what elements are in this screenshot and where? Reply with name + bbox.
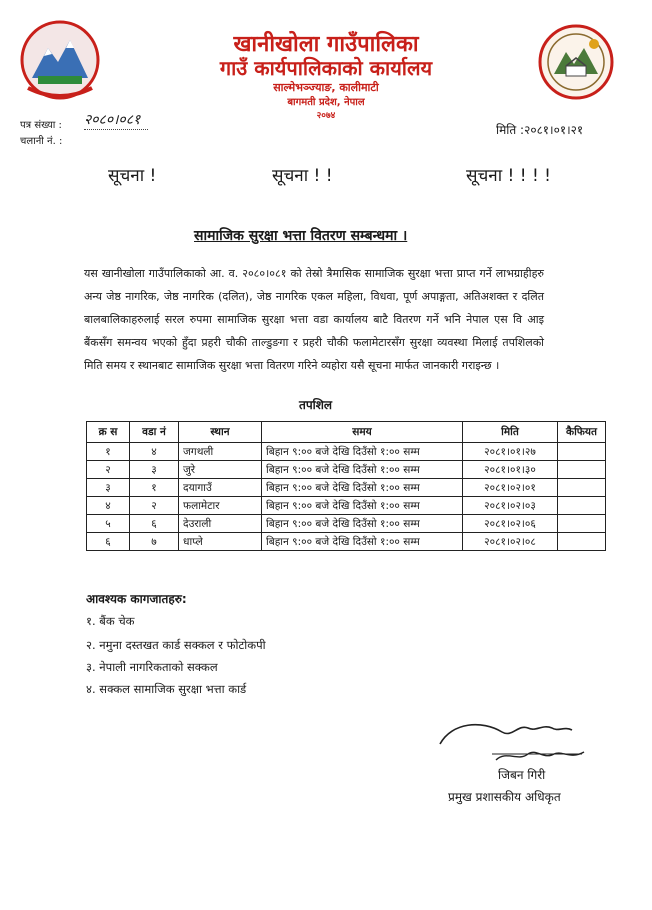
column-header-place: स्थान	[179, 422, 262, 443]
municipality-logo	[536, 22, 616, 102]
notice-heading-3: सूचना ! ! ! !	[466, 166, 551, 186]
document-list-item: ३. नेपाली नागरिकताको सक्कल	[86, 660, 218, 674]
table-row	[87, 497, 606, 515]
office-name: खानीखोला गाउँपालिका	[233, 32, 419, 57]
notice-heading-1: सूचना !	[108, 166, 157, 186]
office-year: २०७४	[316, 111, 336, 121]
cell-remarks	[558, 479, 606, 497]
cell-ward: २	[130, 497, 179, 515]
signatory-name: जिबन गिरी	[498, 768, 546, 782]
table-row	[87, 461, 606, 479]
table-row	[87, 533, 606, 551]
cell-time: बिहान ९:०० बजे देखि दिउँसो १:०० सम्म	[262, 515, 463, 533]
cell-time: बिहान ९:०० बजे देखि दिउँसो १:०० सम्म	[262, 443, 463, 461]
cell-place: दयागाउँ	[179, 479, 262, 497]
cell-ward: १	[130, 479, 179, 497]
distribution-schedule-table	[86, 421, 606, 551]
reference-number-label: पत्र संख्या :	[20, 120, 62, 131]
cell-date: २०८१।०२।०३	[463, 497, 558, 515]
required-documents-heading: आवश्यक कागजातहरु:	[86, 592, 187, 606]
cell-place: जगथली	[179, 443, 262, 461]
notice-body-paragraph: यस खानीखोला गाउँपालिकाको आ. व. २०८०।०८१ को तेस्रो त्रैमासिक सामाजिक सुरक्षा भत्ता प्राप्त गर्ने लाभग्राहीहरु अन्य जेष्ठ नागरिक, जेष्ठ नागरिक (दलित), जेष्ठ नागरिक एकल महिला, विधवा, पूर्ण अपाङ्गता, अतिअशक्त र दलित बालबालिकाहरुलाई सरल रुपमा सामाजिक सुरक्षा भत्ता वडा कार्यालय बाटै वितरण गर्ने भनि नेपाल एस वि आइ बैंकसँग समन्वय भएको हुँदा प्रहरी चौकी ताल्डुङगा र प्रहरी चौकी फलामेटारसँग सुरक्षा व्यवस्था मिलाई तपशिलको मिति समय र स्थानबाट सामाजिक सुरक्षा भत्ता वितरण गरिने व्यहोरा यसै सूचना मार्फत जानकारी गराइन्छ ।	[84, 267, 544, 372]
cell-time: बिहान ९:०० बजे देखि दिउँसो १:०० सम्म	[262, 497, 463, 515]
signatory-title: प्रमुख प्रशासकीय अधिकृत	[448, 790, 561, 804]
dispatch-number-label: चलानी नं. :	[20, 136, 63, 147]
cell-remarks	[558, 443, 606, 461]
cell-date: २०८१।०१।२७	[463, 443, 558, 461]
notice-heading-2: सूचना ! !	[272, 166, 333, 186]
cell-ward: ४	[130, 443, 179, 461]
cell-date: २०८१।०२।०८	[463, 533, 558, 551]
cell-remarks	[558, 497, 606, 515]
letter-date: मिति :२०८१।०१।२१	[496, 123, 584, 137]
cell-ward: ३	[130, 461, 179, 479]
cell-place: धाप्ले	[179, 533, 262, 551]
cell-place: जुरे	[179, 461, 262, 479]
table-row	[87, 443, 606, 461]
office-address: साल्मेभञ्ज्याङ, कालीमाटी	[273, 81, 379, 94]
reference-number-value: २०८०।०८१	[84, 110, 148, 130]
cell-time: बिहान ९:०० बजे देखि दिउँसो १:०० सम्म	[262, 533, 463, 551]
document-list-item: १. बैंक चेक	[86, 614, 135, 628]
cell-remarks	[558, 533, 606, 551]
cell-serial: ५	[87, 515, 130, 533]
cell-remarks	[558, 515, 606, 533]
cell-serial: ४	[87, 497, 130, 515]
cell-place: फलामेटार	[179, 497, 262, 515]
cell-serial: १	[87, 443, 130, 461]
office-subtitle: गाउँ कार्यपालिकाको कार्यालय	[219, 56, 433, 80]
cell-date: २०८१।०१।३०	[463, 461, 558, 479]
cell-place: देउराली	[179, 515, 262, 533]
table-title: तपशिल	[299, 398, 333, 412]
cell-serial: ३	[87, 479, 130, 497]
table-header-row	[87, 422, 606, 443]
cell-date: २०८१।०२।०६	[463, 515, 558, 533]
cell-serial: ६	[87, 533, 130, 551]
table-row	[87, 479, 606, 497]
cell-serial: २	[87, 461, 130, 479]
table-row	[87, 515, 606, 533]
column-header-date: मिति	[463, 422, 558, 443]
cell-ward: ६	[130, 515, 179, 533]
cell-time: बिहान ९:०० बजे देखि दिउँसो १:०० सम्म	[262, 479, 463, 497]
cell-date: २०८१।०२।०१	[463, 479, 558, 497]
column-header-ward: वडा नं	[130, 422, 179, 443]
column-header-time: समय	[262, 422, 463, 443]
subject-heading: सामाजिक सुरक्षा भत्ता वितरण सम्बन्धमा ।	[194, 228, 408, 244]
column-header-serial: क्र स	[87, 422, 130, 443]
office-province: बागमती प्रदेश, नेपाल	[287, 97, 365, 108]
cell-time: बिहान ९:०० बजे देखि दिउँसो १:०० सम्म	[262, 461, 463, 479]
cell-remarks	[558, 461, 606, 479]
cell-ward: ७	[130, 533, 179, 551]
column-header-remarks: कैफियत	[558, 422, 606, 443]
document-list-item: ४. सक्कल सामाजिक सुरक्षा भत्ता कार्ड	[86, 682, 247, 696]
document-list-item: २. नमुना दस्तखत कार्ड सक्कल र फोटोकपी	[86, 638, 266, 652]
